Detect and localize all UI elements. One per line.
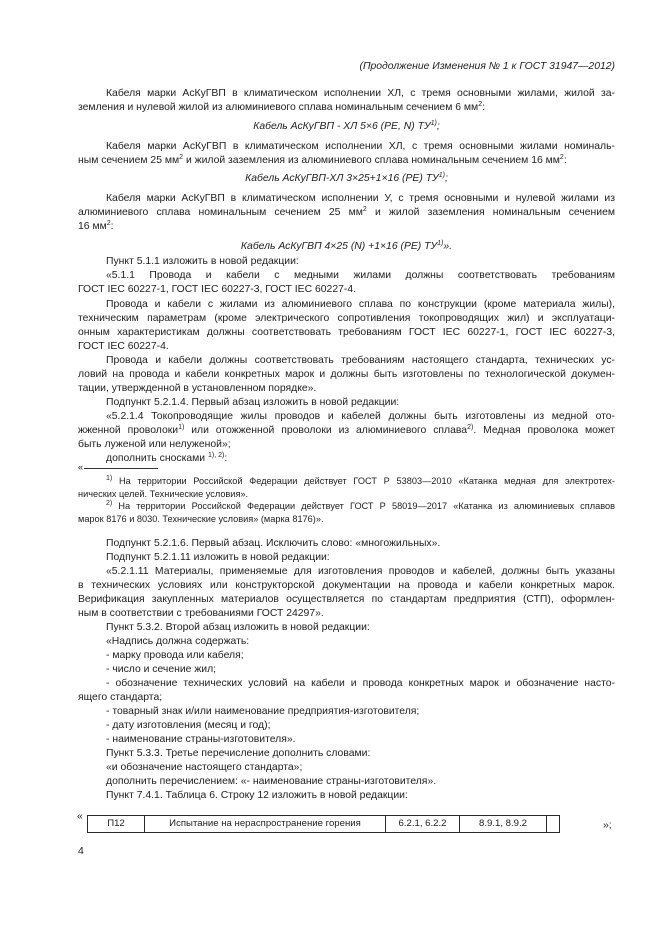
paragraph-line: Пункт 5.3.3. Третье перечисление дополнить словами: [106,748,371,759]
paragraph-line: «5.1.1 Провода и кабели с медными жилами должны соответствовать требованиям [106,270,615,281]
paragraph-line: дополнить перечислением: «- наименование страны-изготовителя». [106,776,437,787]
paragraph-line: ным в соответствии с требованиями ГОСТ 24297». [78,608,324,619]
list-item: - обозначение технических условий на кабели и провода конкретных марок и обозначение насто- [106,678,615,689]
paragraph-line: «5.2.1.4 Токопроводящие жилы проводов и кабелей должны быть изготовлены из медной ото- [106,411,615,422]
paragraph-line: Пункт 7.4.1. Таблица 6. Строку 12 изложить в новой редакции: [106,790,408,801]
paragraph-line: Подпункт 5.2.1.11 изложить в новой редакции: [106,552,330,563]
list-item: - дату изготовления (месяц и год); [106,720,271,731]
footnote-separator [84,468,158,469]
paragraph-line: ГОСТ IEC 60227-4. [78,341,169,352]
paragraph-line: «Надпись должна содержать: [106,636,250,647]
paragraph-line: в технических условиях или конструкторской документации на провода и кабели конкретных марок. [78,580,615,591]
page-header: (Продолжение Изменения № 1 к ГОСТ 31947—2012) [359,61,615,72]
table-cell: 6.2.1, 6.2.2 [386,816,460,833]
table [87,815,560,833]
paragraph-line: Кабеля марки АсКуГВП в климатическом исполнении ХЛ, с тремя основными жилами номиналь- [106,141,615,152]
footnote-opener: « [78,462,84,472]
paragraph-line: Провода и кабели с жилами из алюминиевого сплава по конструкции (кроме материала жилы), [106,299,615,310]
footnote-line: $^{2)}$ На территории Российской Федерации действует ГОСТ Р 58019—2017 «Катанка из алюминиевых сплавов [106,500,615,511]
paragraph-line: Верификация закупленных материалов осуществляется по стандартам предприятия (СТП), оформлен- [78,594,615,605]
paragraph-line: Провода и кабели должны соответствовать требованиям настоящего стандарта, технических ус- [106,355,615,366]
paragraph-line: быть луженой или нелуженой»; [78,439,231,450]
paragraph-line: ным сечением 25 $мм^2$ и жилой заземления из алюминиевого сплава номинальным сечением 16 $мм^2$: [78,154,567,166]
paragraph-line: Пункт 5.3.2. Второй абзац изложить в новой редакции: [106,622,370,633]
page-number: 4 [78,846,84,857]
table-cell [547,816,560,833]
paragraph-line: онным характеристикам должны соответствовать требованиям ГОСТ IEC 60227-1, ГОСТ IEC 60227-3, [78,327,615,338]
paragraph-line: дополнить сносками $^{1), 2)}$: [106,452,228,464]
list-item: - товарный знак и/или наименование предприятия-изготовителя; [106,706,420,717]
footnote-line: нических целей. Технические условия». [78,489,249,499]
paragraph-line: Пункт 5.1.1 изложить в новой редакции: [106,256,299,267]
paragraph-line: ловий на провода и кабели конкретных марок и должны быть изготовлены по технологической докумен- [78,369,615,380]
footnote-line: марок 8176 и 8030. Технические условия» (марка 8176)». [78,514,324,524]
formula: Кабель АсКуГВП - ХЛ 5×6 (РЕ, N) ТУ$^{1)}$; [253,120,440,132]
paragraph-line: жженной проволоки$^{1)}$ или отожженной проволоки из алюминиевого сплава$^{2)}$. Медная проволока может [78,424,615,436]
paragraph-line: алюминиевого сплава номинальным сечением 25 $мм^2$ и жилой заземления номинальным сечением [78,206,616,218]
paragraph-line: Кабеля марки АсКуГВП в климатическом исполнении ХЛ, с тремя основными жилами, жилой за- [106,88,615,99]
paragraph-line: «5.2.1.11 Материалы, применяемые для изготовления проводов и кабелей, должны быть указаны [106,566,615,577]
paragraph-line: ГОСТ IEC 60227-1, ГОСТ IEC 60227-3, ГОСТ IEC 60227-4. [78,284,357,295]
paragraph-line: Подпункт 5.2.1.4. Первый абзац изложить в новой редакции: [106,397,400,408]
table-cell: 8.9.1, 8.9.2 [460,816,547,833]
formula: Кабель АсКуГВП-ХЛ 3×25+1×16 (РЕ) ТУ$^{1)}$; [245,172,448,184]
table-cell: П12 [88,816,145,833]
paragraph-line: тации, утвержденной в установленном порядке». [78,383,317,394]
list-item: - число и сечение жил; [106,664,217,675]
list-item: ящего стандарта; [78,692,163,703]
table-cell: Испытание на нераспространение горения [145,816,386,833]
table-row [88,816,560,833]
table-open-quote: « [77,811,83,822]
paragraph-line: Подпункт 5.2.1.6. Первый абзац. Исключить слово: «многожильных». [106,538,441,549]
footnote-line: $^{1)}$ На территории Российской Федерации действует ГОСТ Р 53803—2010 «Катанка медная для электротех- [106,475,615,486]
paragraph-line: техническим параметрам (кроме электрического сопротивления токопроводящих жил) и эксплуатаци- [78,313,615,324]
paragraph-line: «и обозначение настоящего стандарта»; [106,762,303,773]
paragraph-line: земления и нулевой жилой из алюминиевого сплава номинальным сечением 6 $мм^2$: [78,101,485,113]
formula: Кабель АсКуГВП 4×25 (N) +1×16 (РЕ) ТУ$^{1)}$». [240,240,453,252]
table-close-quote: »; [603,820,612,831]
list-item: - марку провода или кабеля; [106,650,244,661]
paragraph-line: 16 $мм^2$: [78,220,114,232]
paragraph-line: Кабеля марки АсКуГВП в климатическом исполнении У, с тремя основными и нулевой жилами из [106,193,615,204]
list-item: - наименование страны-изготовителя». [106,734,296,745]
